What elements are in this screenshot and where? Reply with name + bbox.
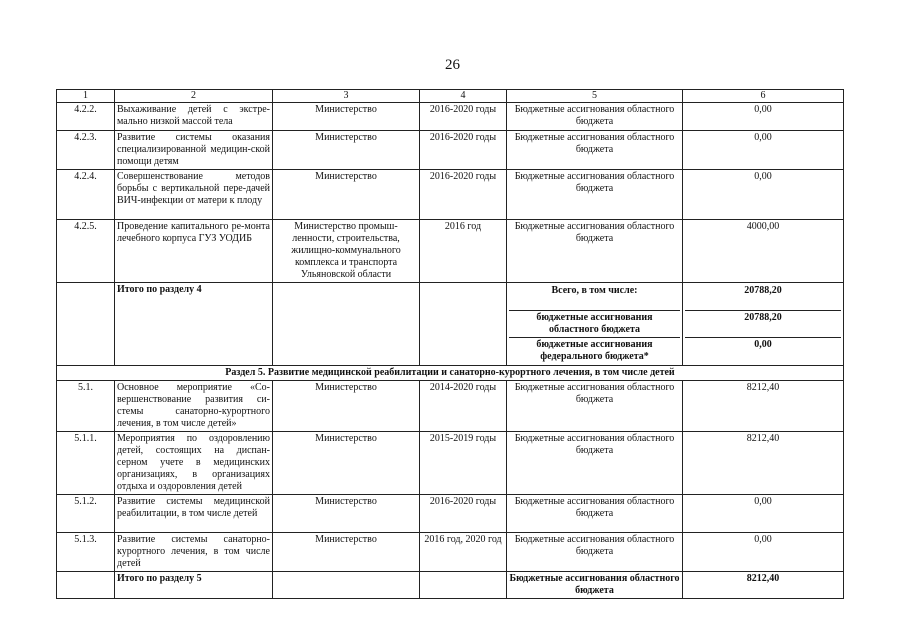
- total-funding-sources: [507, 283, 683, 366]
- program-table: [56, 89, 844, 599]
- total-line-source: Всего, в том числе:: [551, 285, 638, 296]
- item-amount: 8212,40: [683, 432, 844, 495]
- column-header: 4: [420, 90, 507, 103]
- table-row: [57, 131, 844, 170]
- total-line-amount: 20788,20: [744, 285, 782, 296]
- column-header: 1: [57, 90, 115, 103]
- item-name: Мероприятия по оздоровлению детей, состоящих на диспан-серном учете в медицинских организациях, в организациях отдыха и оздоровления детей: [115, 432, 273, 495]
- item-executor: Министерство: [273, 131, 420, 170]
- item-period: 2015-2019 годы: [420, 432, 507, 495]
- item-executor: Министерство: [273, 495, 420, 533]
- item-number: 5.1.3.: [57, 533, 115, 572]
- item-number: 4.2.4.: [57, 170, 115, 220]
- total-line-source: бюджетные ассигнования федерального бюджета*: [509, 337, 680, 364]
- item-funding-source: Бюджетные ассигнования областного бюджета: [507, 533, 683, 572]
- total-amount: 8212,40: [683, 572, 844, 599]
- item-amount: 4000,00: [683, 220, 844, 283]
- item-funding-source: Бюджетные ассигнования областного бюджета: [507, 103, 683, 131]
- item-amount: 0,00: [683, 131, 844, 170]
- item-name: Проведение капитального ре-монта лечебного корпуса ГУЗ УОДИБ: [115, 220, 273, 283]
- item-amount: 0,00: [683, 495, 844, 533]
- item-amount: 0,00: [683, 103, 844, 131]
- table-row: [57, 220, 844, 283]
- total-line-source: бюджетные ассигнования областного бюджета: [509, 310, 680, 337]
- section-4-total-row: [57, 283, 844, 366]
- column-number-row: [57, 90, 844, 103]
- table-row: [57, 170, 844, 220]
- section-title: Раздел 5. Развитие медицинской реабилитации и санаторно-курортного лечения, в том числе детей: [57, 366, 844, 381]
- column-header: 2: [115, 90, 273, 103]
- item-number: 4.2.3.: [57, 131, 115, 170]
- item-funding-source: Бюджетные ассигнования областного бюджета: [507, 170, 683, 220]
- item-executor: Министерство: [273, 432, 420, 495]
- item-period: 2016 год, 2020 год: [420, 533, 507, 572]
- total-funding-source: Бюджетные ассигнования областного бюджета: [507, 572, 683, 599]
- item-name: Развитие системы санаторно-курортного лечения, в том числе детей: [115, 533, 273, 572]
- item-funding-source: Бюджетные ассигнования областного бюджета: [507, 220, 683, 283]
- section-5-total-row: [57, 572, 844, 599]
- item-period: 2016-2020 годы: [420, 131, 507, 170]
- item-name: Совершенствование методов борьбы с вертикальной пере-дачей ВИЧ-инфекции от матери к плоду: [115, 170, 273, 220]
- column-header: 5: [507, 90, 683, 103]
- page-number: 26: [445, 57, 460, 73]
- item-period: 2016 год: [420, 220, 507, 283]
- item-amount: 0,00: [683, 533, 844, 572]
- item-number: 5.1.: [57, 381, 115, 432]
- item-period: 2016-2020 годы: [420, 170, 507, 220]
- item-amount: 0,00: [683, 170, 844, 220]
- item-funding-source: Бюджетные ассигнования областного бюджета: [507, 381, 683, 432]
- item-period: 2014-2020 годы: [420, 381, 507, 432]
- column-header: 6: [683, 90, 844, 103]
- table-row: [57, 533, 844, 572]
- item-period: 2016-2020 годы: [420, 495, 507, 533]
- item-executor: Министерство промыш-ленности, строительства, жилищно-коммунального комплекса и транспорта Ульяновской области: [273, 220, 420, 283]
- total-label: Итого по разделу 4: [115, 283, 273, 366]
- table-row: [57, 381, 844, 432]
- column-header: 3: [273, 90, 420, 103]
- item-funding-source: Бюджетные ассигнования областного бюджета: [507, 432, 683, 495]
- item-number: 5.1.1.: [57, 432, 115, 495]
- item-name: Выхаживание детей с экстре-мально низкой массой тела: [115, 103, 273, 131]
- item-number: 5.1.2.: [57, 495, 115, 533]
- item-funding-source: Бюджетные ассигнования областного бюджета: [507, 131, 683, 170]
- total-amounts: [683, 283, 844, 366]
- item-name: Развитие системы оказания специализированной медицин-ской помощи детям: [115, 131, 273, 170]
- total-label: Итого по разделу 5: [115, 572, 273, 599]
- item-amount: 8212,40: [683, 381, 844, 432]
- item-number: 4.2.5.: [57, 220, 115, 283]
- item-executor: Министерство: [273, 170, 420, 220]
- item-executor: Министерство: [273, 381, 420, 432]
- section-5-heading-row: [57, 366, 844, 381]
- item-executor: Министерство: [273, 533, 420, 572]
- item-name: Основное мероприятие «Со-вершенствование развития си-стемы санаторно-курортного лечения, в том числе детей»: [115, 381, 273, 432]
- total-line-amount: 0,00: [685, 337, 841, 364]
- item-name: Развитие системы медицинской реабилитации, в том числе детей: [115, 495, 273, 533]
- item-executor: Министерство: [273, 103, 420, 131]
- table-row: [57, 103, 844, 131]
- item-period: 2016-2020 годы: [420, 103, 507, 131]
- item-funding-source: Бюджетные ассигнования областного бюджета: [507, 495, 683, 533]
- item-number: 4.2.2.: [57, 103, 115, 131]
- table-row: [57, 495, 844, 533]
- total-line-amount: 20788,20: [685, 310, 841, 337]
- table-row: [57, 432, 844, 495]
